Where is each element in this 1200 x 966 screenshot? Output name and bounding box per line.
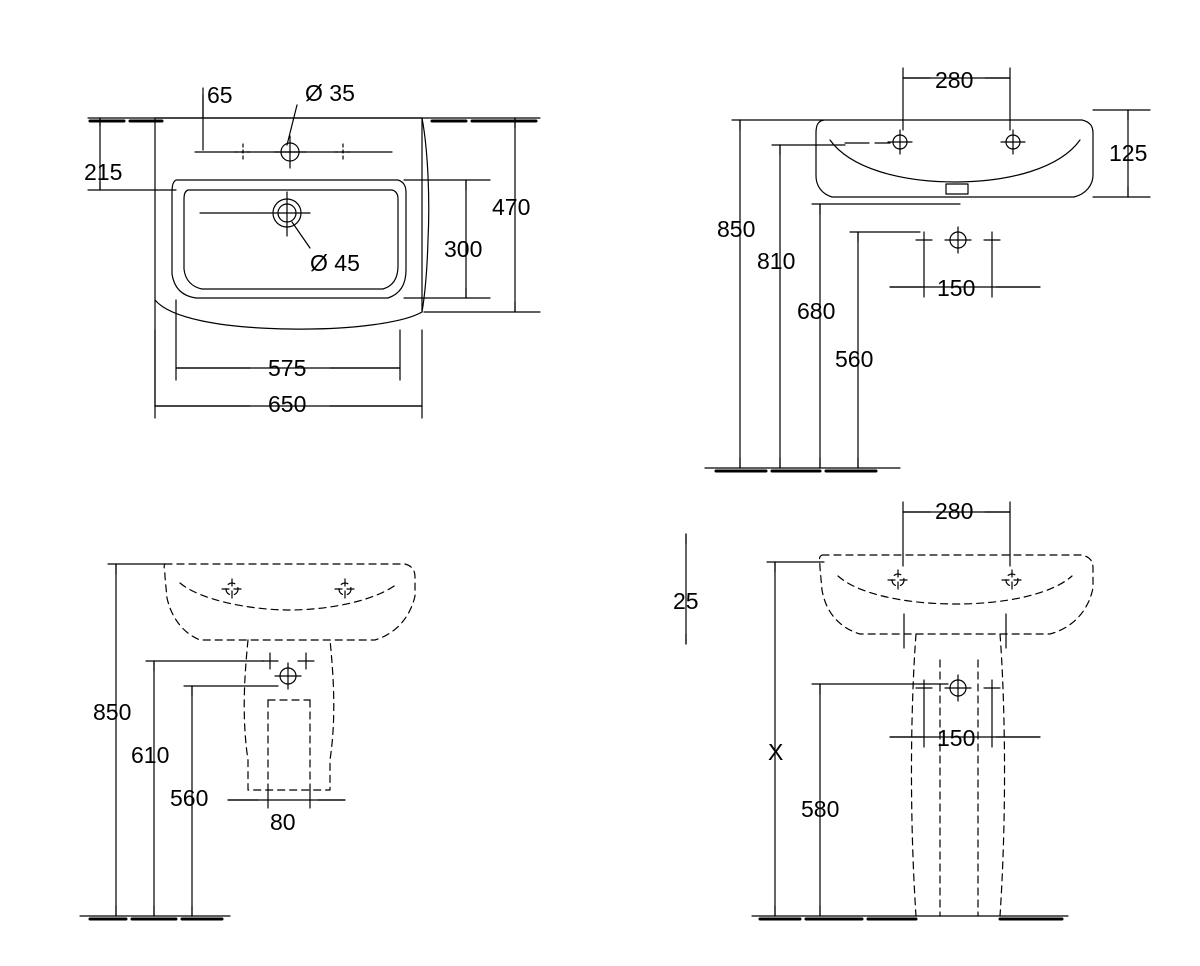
dimension-label-l14: 560 xyxy=(835,346,874,372)
dimension-label-l9: 280 xyxy=(935,67,974,93)
dimension-label-l1: 65 xyxy=(207,82,233,108)
dimension-label-l22: X xyxy=(768,739,784,765)
dimension-label-l20: 280 xyxy=(935,498,974,524)
dimension-label-l23: 580 xyxy=(801,796,840,822)
dimension-label-l7: 575 xyxy=(268,355,307,381)
dimension-label-l21: 25 xyxy=(673,588,699,614)
dimension-label-l8: 650 xyxy=(268,391,307,417)
dimension-label-l3: 215 xyxy=(84,159,123,185)
dimension-label-l6: 300 xyxy=(444,236,483,262)
dimension-label-l11: 850 xyxy=(717,216,756,242)
pedestal-elevation-dims xyxy=(676,498,1068,919)
dimension-label-l10: 125 xyxy=(1109,140,1148,166)
side-elevation-geometry xyxy=(164,564,415,790)
side-elevation-dims xyxy=(80,564,345,919)
dimension-label-l4: Ø 45 xyxy=(310,250,360,276)
dimension-label-l15: 150 xyxy=(937,275,976,301)
dimension-label-l17: 610 xyxy=(131,742,170,768)
dimension-label-l18: 560 xyxy=(170,785,209,811)
dimension-label-l2: Ø 35 xyxy=(305,80,355,106)
dimension-label-l24: 150 xyxy=(937,725,976,751)
dimension-label-l16: 850 xyxy=(93,699,132,725)
dimension-label-l19: 80 xyxy=(270,809,296,835)
dimension-label-l13: 680 xyxy=(797,298,836,324)
dimension-label-l12: 810 xyxy=(757,248,796,274)
dimension-label-l5: 470 xyxy=(492,194,531,220)
